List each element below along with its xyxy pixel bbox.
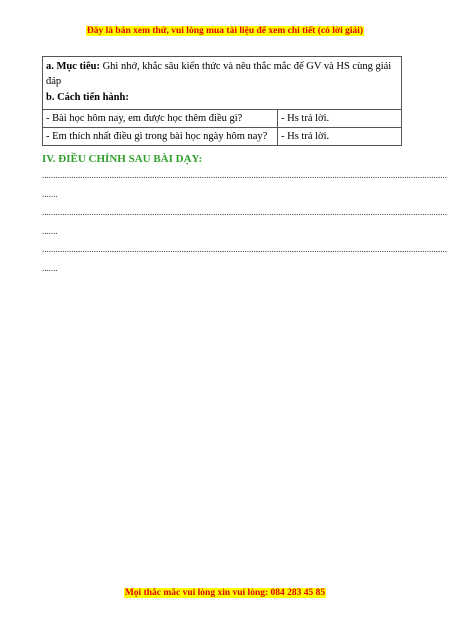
goal-label: a. Mục tiêu: [46,61,100,72]
method-label: b. Cách tiến hành: [46,92,129,104]
student-activity-cell: - Hs trả lời. [278,127,402,145]
dotted-line-short: ....... [42,189,58,199]
dotted-line-short: ....... [42,263,58,273]
dotted-line: .................................................................................................................................................................................... [42,170,447,180]
goal-row [43,57,402,110]
teacher-activity-cell: - Em thích nhất điều gì trong bài học ngày hôm nay? [43,127,278,145]
preview-notice-text: Đây là bản xem thử, vui lòng mua tài liệu để xem chi tiết (có lời giải) [86,26,364,36]
dotted-line-short: ....... [42,226,58,236]
preview-notice-banner [0,26,450,36]
goal-text: Ghi nhớ, khắc sâu kiến thức và nêu thắc mắc để GV và HS cùng giải đáp [46,61,392,88]
goal-cell [43,57,402,110]
dotted-line: .................................................................................................................................................................................... [42,244,447,254]
dotted-line: .................................................................................................................................................................................... [42,207,447,217]
section-heading: IV. ĐIỀU CHỈNH SAU BÀI DẠY: [42,153,203,165]
student-activity-cell: - Hs trả lời. [278,109,402,127]
lesson-activity-table [42,56,402,146]
contact-banner [0,588,450,598]
table-row [43,109,402,127]
table-row [43,127,402,145]
contact-text: Mọi thắc mắc vui lòng xin vui lòng: 084 283 45 85 [124,588,326,598]
goal-paragraph [46,59,398,89]
teacher-activity-cell: - Bài học hôm nay, em được học thêm điều gì? [43,109,278,127]
